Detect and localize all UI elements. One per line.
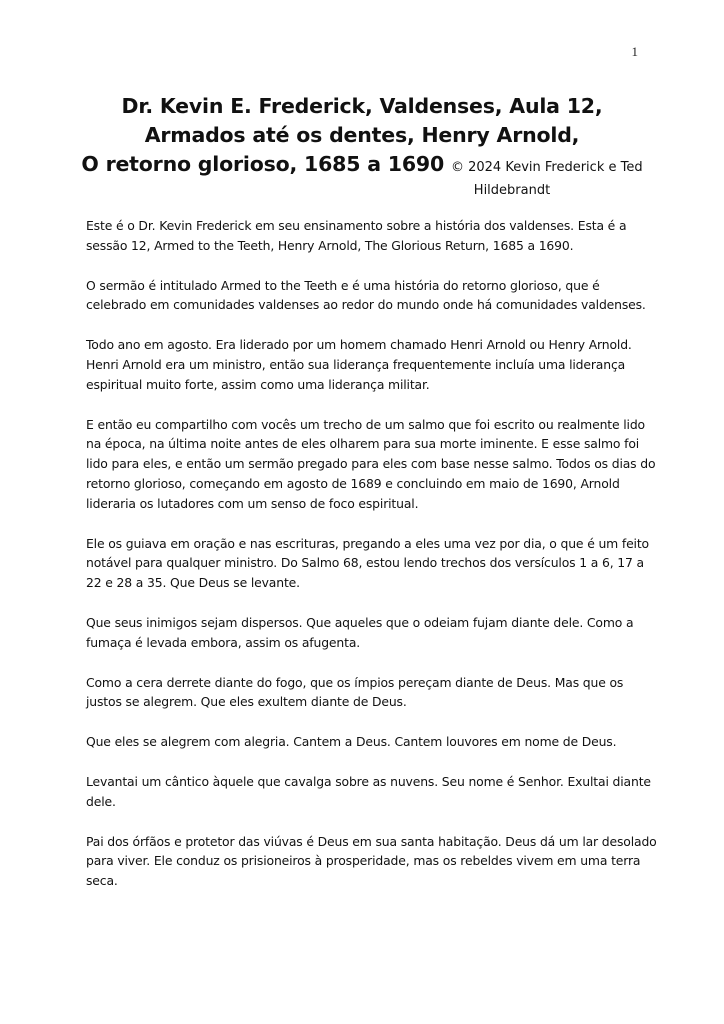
page-number: 1 <box>631 44 638 59</box>
paragraph: Que eles se alegrem com alegria. Cantem a Deus. Cantem louvores em nome de Deus. <box>86 734 617 750</box>
title-line-3 <box>60 150 664 182</box>
document-body <box>86 216 658 911</box>
paragraph: Que seus inimigos sejam dispersos. Que aqueles que o odeiam fujam diante dele. Como a fumaça é levada embora, assim os afugenta. <box>86 614 634 650</box>
paragraph: Levantai um cântico àquele que cavalga sobre as nuvens. Seu nome é Senhor. Exultai diante dele. <box>86 773 651 809</box>
copyright-notice: © 2024 Kevin Frederick e Ted <box>450 160 643 175</box>
paragraph: Como a cera derrete diante do fogo, que os ímpios pereçam diante de Deus. Mas que os justos se alegrem. Que eles exultem diante de Deus. <box>86 674 624 710</box>
paragraph: Este é o Dr. Kevin Frederick em seu ensinamento sobre a história dos valdenses. Esta é a sessão 12, Armed to the Teeth, Henry Arnold, The Glorious Return, 1685 a 1690. <box>86 218 627 253</box>
paragraph: Todo ano em agosto. Era liderado por um homem chamado Henri Arnold ou Henry Arnold. Henri Arnold era um ministro, então sua liderança frequentemente incluía uma liderança espiritual muito forte, assim como uma liderança militar. <box>86 337 632 392</box>
title-line-2: Armados até os dentes, Henry Arnold, <box>144 123 580 147</box>
copyright-notice-continued: Hildebrandt <box>473 183 551 198</box>
paragraph: Ele os guiava em oração e nas escrituras, pregando a eles uma vez por dia, o que é um feito notável para qualquer ministro. Do Salmo 68, estou lendo trechos dos versículos 1 a 6, 17 a 22 e 28 a 35. Que Deus se levante. <box>86 535 649 591</box>
paragraph: E então eu compartilho com vocês um trecho de um salmo que foi escrito ou realmente lido na época, na última noite antes de eles olharem para sua morte iminente. E esse salmo foi lido para eles, e então um sermão pregado para eles com base nesse salmo. Todos os dias do retorno glorioso, começando em agosto de 1689 e concluindo em maio de 1690, Arnold lideraria os lutadores com um senso de foco espiritual. <box>86 416 656 511</box>
document-title <box>60 92 664 200</box>
title-line-3-text: O retorno glorioso, 1685 a 1690 <box>81 152 445 176</box>
title-line-1: Dr. Kevin E. Frederick, Valdenses, Aula 12, <box>121 94 603 118</box>
paragraph: Pai dos órfãos e protetor das viúvas é Deus em sua santa habitação. Deus dá um lar desolado para viver. Ele conduz os prisioneiros à prosperidade, mas os rebeldes vivem em uma terra seca. <box>86 833 657 889</box>
paragraph: O sermão é intitulado Armed to the Teeth e é uma história do retorno glorioso, que é celebrado em comunidades valdenses ao redor do mundo onde há comunidades valdenses. <box>86 277 646 313</box>
